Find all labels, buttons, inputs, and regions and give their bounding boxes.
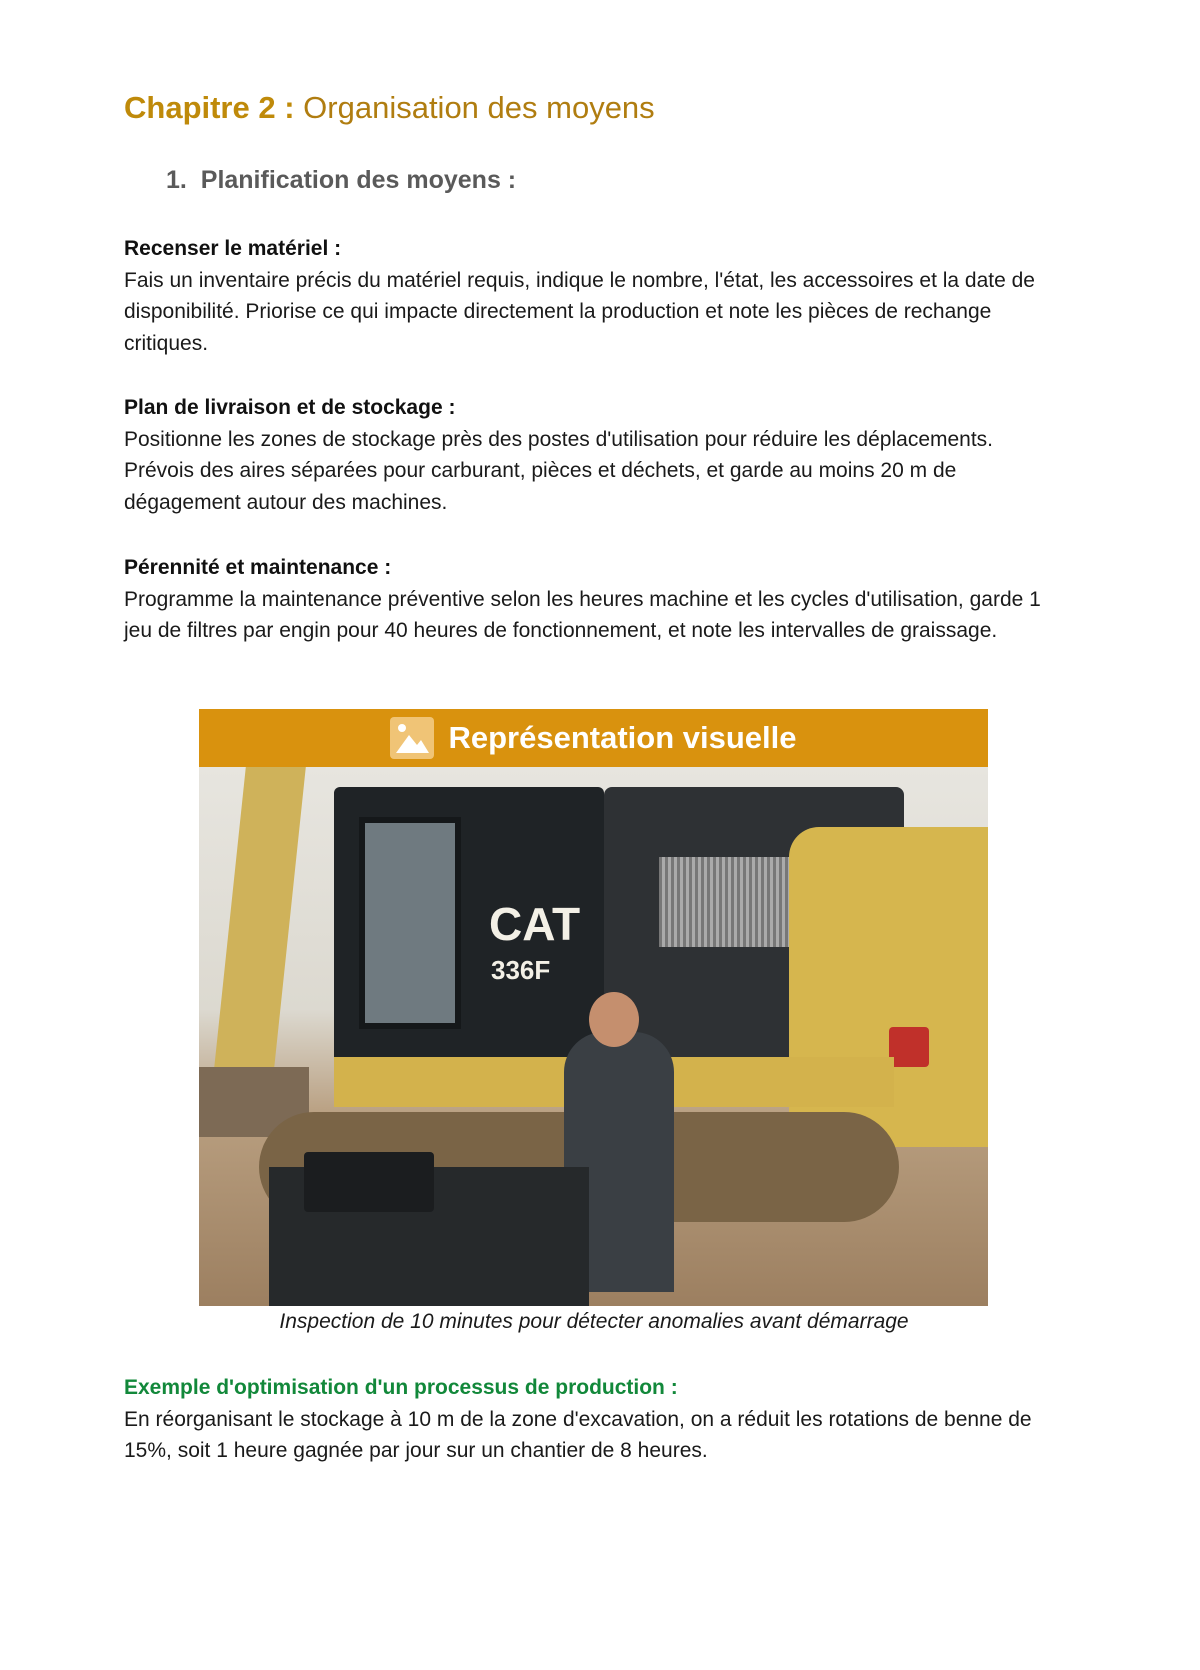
block-heading: Plan de livraison et de stockage : [124,396,456,419]
block-recenser [124,233,1064,359]
block-text: Programme la maintenance préventive selon les heures machine et les cycles d'utilisation, garde 1 jeu de filtres par engin pour 40 heures de fonctionnement, et note les intervalles de graissage. [124,587,1041,643]
block-heading: Pérennité et maintenance : [124,556,392,579]
block-heading: Recenser le matériel : [124,237,342,260]
block-text: Positionne les zones de stockage près des postes d'utilisation pour réduire les déplacements. Prévois des aires séparées pour carburant, pièces et déchets, et garde au moins 20 m de dégagement autour des machines. [124,427,994,514]
block-livraison [124,392,1064,518]
cab-window [359,817,461,1029]
figure-caption: Inspection de 10 minutes pour détecter anomalies avant démarrage [279,1310,909,1333]
machine-brand: CAT [489,898,581,950]
image-icon [390,717,434,759]
example-text: En réorganisant le stockage à 10 m de la zone d'excavation, on a réduit les rotations de benne de 15%, soit 1 heure gagnée par jour sur un chantier de 8 heures. [124,1407,1032,1463]
figure-banner-title: Représentation visuelle [448,720,797,755]
chapter-label: Chapitre 2 : [124,90,295,125]
section-number: 1. [166,166,187,194]
tail-light [889,1027,929,1067]
chapter-title [124,90,655,126]
excavator-photo [199,767,988,1306]
figure [199,709,988,1306]
example-heading: Exemple d'optimisation d'un processus de production : [124,1376,678,1399]
block-maintenance [124,552,1064,647]
example-block [124,1372,1064,1467]
toolbox [304,1152,434,1212]
radiator [659,857,799,947]
figure-banner [199,709,988,767]
mechanic-head [589,992,639,1047]
section-heading [166,166,516,195]
section-title: Planification des moyens : [200,166,517,194]
chapter-name: Organisation des moyens [303,90,655,125]
machine-model: 336F [491,955,551,985]
excavator-arm [212,767,306,1087]
block-text: Fais un inventaire précis du matériel requis, indique le nombre, l'état, les accessoires et la date de disponibilité. Priorise ce qui impacte directement la production et note les pièces de rechange critiques. [124,268,1035,355]
